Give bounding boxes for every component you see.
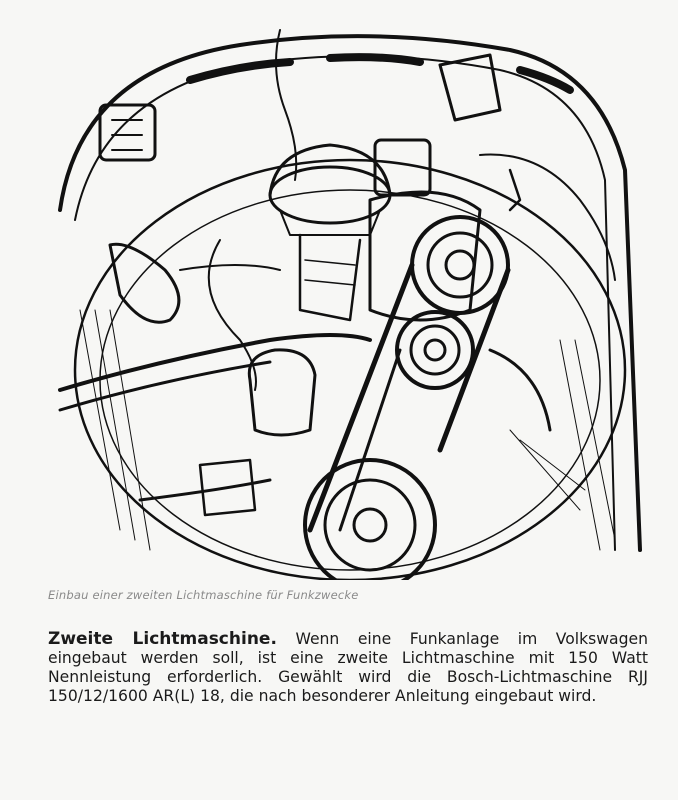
engine-compartment-illustration bbox=[40, 10, 650, 580]
article-paragraph bbox=[48, 630, 648, 706]
article-lead-heading: Zweite Lichtmaschine. bbox=[48, 629, 277, 649]
article-body-text: Wenn eine Funkanlage im Volkswagen eingebaut werden soll, ist eine zweite Lichtmaschine mit 150 Watt Nennleistung erforderlich. Gewählt wird die Bosch-Lichtmaschine RJJ 150/12/1600 AR(L) 18, die nach besonderer Anleitung eingebaut wird. bbox=[48, 630, 648, 705]
figure-caption: Einbau einer zweiten Lichtmaschine für Funkzwecke bbox=[48, 588, 359, 602]
